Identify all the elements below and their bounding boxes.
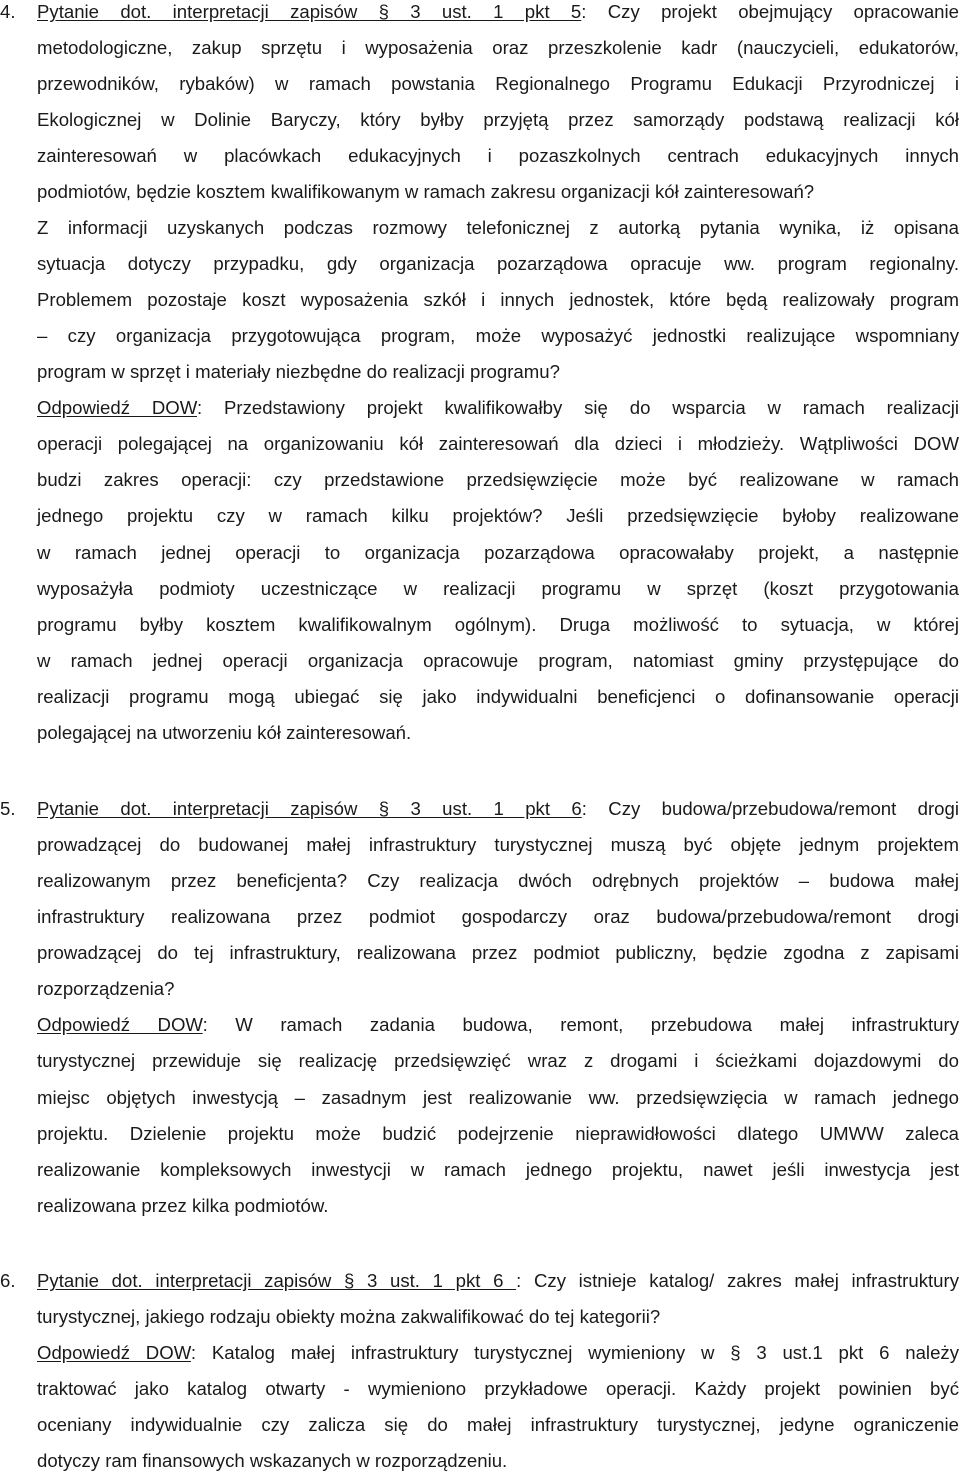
item-5-line: rozporządzenia? (37, 978, 175, 999)
item-4-answer-line: programu byłby kosztem kwalifikowalnym ogólnym). Druga możliwość to sytuacja, w której (37, 614, 959, 635)
item-4-line: Z informacji uzyskanych podczas rozmowy telefonicznej z autorką pytania wynika, iż opisana (37, 217, 959, 238)
item-6-answer-line: oceniany indywidualnie czy zalicza się do małej infrastruktury turystycznej, jedyne ograniczenie (37, 1414, 959, 1435)
item-4-question-line-1 (37, 0, 959, 25)
item-4-answer-line: jednego projektu czy w ramach kilku projektów? Jeśli przedsięwzięcie byłoby realizowane (37, 505, 959, 526)
item-4-line: sytuacja dotyczy przypadku, gdy organizacja pozarządowa opracuje ww. program regionalny. (37, 253, 959, 274)
item-4-line: – czy organizacja przygotowująca program, może wyposażyć jednostki realizujące wspomniany (37, 325, 959, 346)
item-4-answer-label: Odpowiedź DOW (37, 397, 197, 418)
item-4-line: Problemem pozostaje koszt wyposażenia szkół i innych jednostek, które będą realizowały program (37, 289, 959, 310)
item-6-answer-text: : Katalog małej infrastruktury turystycznej wymieniony w § 3 ust.1 pkt 6 należy (190, 1342, 959, 1363)
item-5-number: 5. (0, 798, 16, 819)
item-4-question-text: : Czy projekt obejmujący opracowanie (581, 1, 959, 22)
item-4-line: podmiotów, będzie kosztem kwalifikowanym w ramach zakresu organizacji kół zainteresowań? (37, 181, 815, 202)
item-6-number: 6. (0, 1270, 16, 1291)
item-5-answer-line: projektu. Dzielenie projektu może budzić podejrzenie nieprawidłowości dlatego UMWW zaleca (37, 1123, 959, 1144)
item-6-answer-line: dotyczy ram finansowych wskazanych w rozporządzeniu. (37, 1450, 508, 1471)
item-4-answer-line: polegającej na utworzeniu kół zainteresowań. (37, 722, 412, 743)
item-4-answer-line: budzi zakres operacji: czy przedstawione przedsięwzięcie może być realizowane w ramach (37, 469, 959, 490)
item-6-answer-label: Odpowiedź DOW (37, 1342, 191, 1363)
item-4-answer-text: : Przedstawiony projekt kwalifikowałby się do wsparcia w ramach realizacji (197, 397, 960, 418)
item-5-answer-line: miejsc objętych inwestycją – zasadnym jest realizowanie ww. przedsięwzięcia w ramach jednego (37, 1087, 959, 1108)
item-5-question-label: Pytanie dot. interpretacji zapisów § 3 ust. 1 pkt 6 (37, 798, 582, 819)
item-6-question-label: Pytanie dot. interpretacji zapisów § 3 ust. 1 pkt 6 (37, 1270, 517, 1291)
item-4-answer-line: w ramach jednej operacji organizacja opracowuje program, natomiast gminy przystępujące do (37, 650, 959, 671)
item-5-answer-line: turystycznej przewiduje się realizację przedsięwzięć wraz z drogami i ścieżkami dojazdowymi do (37, 1050, 959, 1071)
item-4-answer-line: w ramach jednej operacji to organizacja pozarządowa opracowałaby projekt, a następnie (37, 542, 959, 563)
item-4-number: 4. (0, 1, 16, 22)
item-5-line: prowadzącej do budowanej małej infrastruktury turystycznej muszą być objęte jednym projektem (37, 834, 959, 855)
item-4-answer-line: operacji polegającej na organizowaniu kół zainteresowań dla dzieci i młodzieży. Wątpliwości DOW (37, 433, 959, 454)
item-6-answer-line: traktować jako katalog otwarty - wymieniono przykładowe operacji. Każdy projekt powinien być (37, 1378, 959, 1399)
item-4-question-label: Pytanie dot. interpretacji zapisów § 3 ust. 1 pkt 5 (37, 1, 582, 22)
item-5-answer-line: realizowana przez kilka podmiotów. (37, 1195, 329, 1216)
item-4-answer-line: realizacji programu mogą ubiegać się jako indywidualni beneficjenci o dofinansowanie operacji (37, 686, 959, 707)
item-5-answer-line: realizowanie kompleksowych inwestycji w ramach jednego projektu, nawet jeśli inwestycja jest (37, 1159, 959, 1180)
item-4-line: zainteresowań w placówkach edukacyjnych i pozaszkolnych centrach edukacyjnych innych (37, 145, 959, 166)
item-5-answer-label: Odpowiedź DOW (37, 1014, 203, 1035)
item-4-answer-line-1 (37, 395, 959, 421)
item-6-answer-line-1 (37, 1340, 959, 1366)
item-5-line: realizowanym przez beneficjenta? Czy realizacja dwóch odrębnych projektów – budowa małej (37, 870, 959, 891)
item-5-answer-text: : W ramach zadania budowa, remont, przebudowa małej infrastruktury (202, 1014, 959, 1035)
item-5-line: prowadzącej do tej infrastruktury, realizowana przez podmiot publiczny, będzie zgodna z zapisami (37, 942, 959, 963)
item-4-line: metodologiczne, zakup sprzętu i wyposażenia oraz przeszkolenie kadr (nauczycieli, edukatorów, (37, 37, 959, 58)
item-6-line: turystycznej, jakiego rodzaju obiekty można zakwalifikować do tej kategorii? (37, 1306, 661, 1327)
item-4-line: program w sprzęt i materiały niezbędne do realizacji programu? (37, 361, 560, 382)
item-6-question-line-1 (37, 1268, 959, 1294)
item-6-question-text: : Czy istnieje katalog/ zakres małej infrastruktury (516, 1270, 959, 1291)
item-5-question-line-1 (37, 796, 959, 822)
item-5-line: infrastruktury realizowana przez podmiot gospodarczy oraz budowa/przebudowa/remont drogi (37, 906, 959, 927)
item-4-line: Ekologicznej w Dolinie Baryczy, który byłby przyjętą przez samorządy podstawą realizacji kół (37, 109, 959, 130)
item-4-line: przewodników, rybaków) w ramach powstania Regionalnego Programu Edukacji Przyrodniczej i (37, 73, 959, 94)
item-5-question-text: : Czy budowa/przebudowa/remont drogi (581, 798, 959, 819)
item-5-answer-line-1 (37, 1012, 959, 1038)
item-4-answer-line: wyposażyła podmioty uczestniczące w realizacji programu w sprzęt (koszt przygotowania (37, 578, 959, 599)
